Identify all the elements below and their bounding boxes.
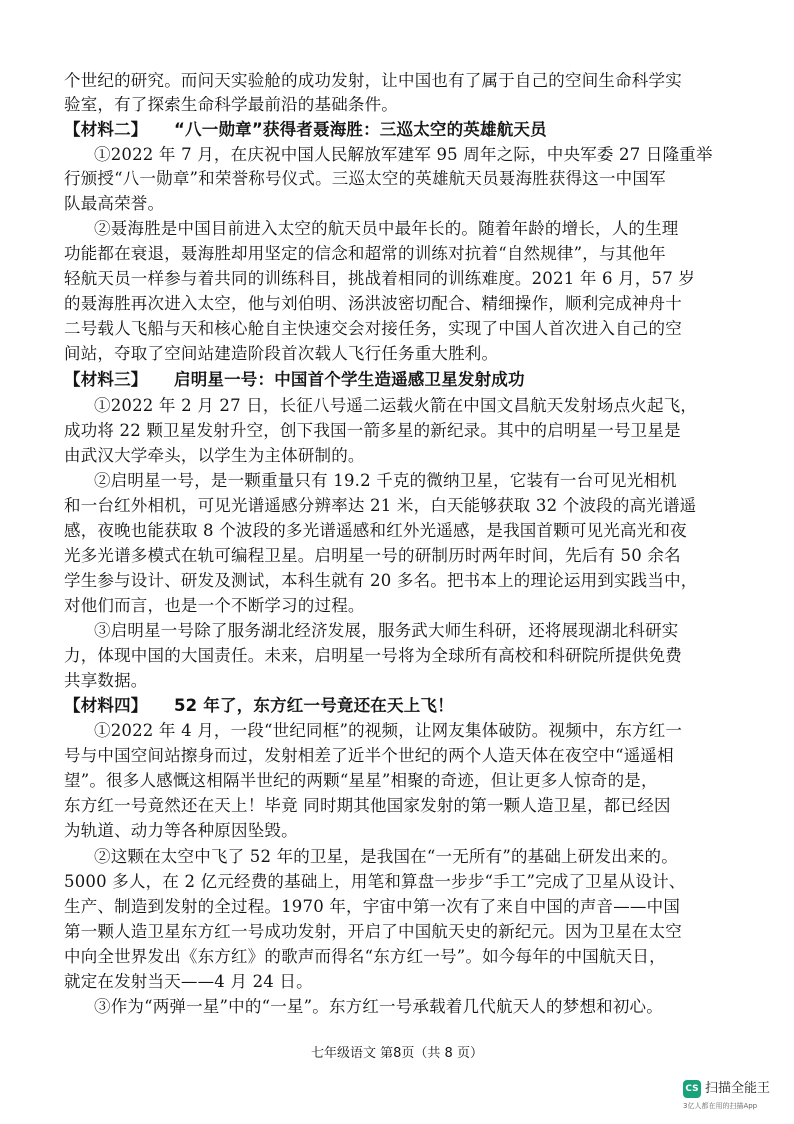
text-line: 成功将 22 颗卫星发射升空，创下我国一箭多星的新纪录。其中的启明星一号卫星是 <box>64 421 681 440</box>
text-line: 由武汉大学牵头，以学生为主体研制的。 <box>64 446 365 465</box>
text-line: 验室，有了探索生命科学最前沿的基础条件。 <box>64 95 398 114</box>
text-line: 行颁授“八一勋章”和荣誉称号仪式。三巡太空的英雄航天员聂海胜获得这一中国军 <box>64 169 666 188</box>
text-line: 就定在发射当天——4 月 24 日。 <box>64 972 313 991</box>
text-line: 功能都在衰退，聂海胜却用坚定的信念和超常的训练对抗着“自然规律”，与其他年 <box>64 244 666 263</box>
text-line: 力，体现中国的大国责任。未来，启明星一号将为全球所有高校和科研院所提供免费 <box>64 646 682 665</box>
section-title: 52 年了，东方红一号竟还在天上飞！ <box>174 696 454 715</box>
camscanner-logo-icon: CS <box>683 1080 701 1098</box>
text-line: 号与中国空间站擦身而过，发射相差了近半个世纪的两个人造天体在夜空中“遥遥相 <box>64 746 674 765</box>
text-line: 二号载人飞船与天和核心舱自主快速交会对接任务，实现了中国人首次进入自己的空 <box>64 319 682 338</box>
text-line: 对他们而言，也是一个不断学习的过程。 <box>64 596 365 615</box>
text-line: 的聂海胜再次进入太空，他与刘伯明、汤洪波密切配合、精细操作，顺利完成神舟十 <box>64 294 682 313</box>
text-line: 感，夜晚也能获取 8 个波段的多光谱遥感和红外光遥感，是我国首颗可见光高光和夜 <box>64 521 687 540</box>
text-line: 生产、制造到发射的全过程。1970 年，宇宙中第一次有了来自中国的声音——中国 <box>64 897 681 916</box>
text-line: ①2022 年 7 月，在庆祝中国人民解放军建军 95 周年之际，中央军委 27 日隆重举 <box>94 145 713 164</box>
section-heading-3 <box>64 369 744 391</box>
text-line: ②这颗在太空中飞了 52 年的卫星，是我国在“一无所有”的基础上研发出来的。 <box>94 847 678 866</box>
section-heading-4 <box>64 695 744 717</box>
page-footer: 七年级语文 第8页（共 8 页） <box>311 1046 483 1061</box>
text-line: 东方红一号竟然还在天上！毕竟 同时期其他国家发射的第一颗人造卫星，都已经因 <box>64 796 671 815</box>
section-tag: 【材料三】 <box>64 370 148 389</box>
text-line: ②聂海胜是中国目前进入太空的航天员中最年长的。随着年龄的增长，人的生理 <box>94 219 679 238</box>
text-line: 学生参与设计、研发及测试，本科生就有 20 多名。把书本上的理论运用到实践当中， <box>64 571 698 590</box>
watermark-slogan: 3亿人都在用的扫描App <box>683 1102 758 1110</box>
text-line: 队最高荣誉。 <box>64 194 165 213</box>
section-tag: 【材料四】 <box>64 696 148 715</box>
text-line: 第一颗人造卫星东方红一号成功发射，开启了中国航天史的新纪元。因为卫星在太空 <box>64 922 682 941</box>
text-line: 个世纪的研究。而问天实验舱的成功发射，让中国也有了属于自己的空间生命科学实 <box>64 71 682 90</box>
section-title: “八一勋章”获得者聂海胜：三巡太空的英雄航天员 <box>174 120 547 139</box>
text-line: 望”。很多人感慨这相隔半世纪的两颗“星星”相聚的奇迹，但让更多人惊奇的是， <box>64 771 658 790</box>
text-line: ①2022 年 2 月 27 日，长征八号遥二运载火箭在中国文昌航天发射场点火起飞， <box>94 396 698 415</box>
text-line: 共享数据。 <box>64 671 148 690</box>
text-line: ③启明星一号除了服务湖北经济发展，服务武大师生科研，还将展现湖北科研实 <box>94 621 679 640</box>
text-line: 5000 多人，在 2 亿元经费的基础上，用笔和算盘一步步“手工”完成了卫星从设计、 <box>64 872 686 891</box>
text-line: 中向全世界发出《东方红》的歌声而得名“东方红一号”。如今每年的中国航天日， <box>64 947 666 966</box>
scanner-watermark <box>683 1080 783 1116</box>
text-line: 轻航天员一样参与着共同的训练科目，挑战着相同的训练难度。2021 年 6 月，57 岁 <box>64 269 696 288</box>
section-heading-2 <box>64 119 744 141</box>
text-line: 和一台红外相机，可见光谱遥感分辨率达 21 米，白天能够获取 32 个波段的高光谱遥 <box>64 496 697 515</box>
watermark-name: 扫描全能王 <box>705 1081 771 1096</box>
text-line: ③作为“两弹一星”中的“一星”。东方红一号承载着几代航天人的梦想和初心。 <box>94 997 663 1016</box>
text-line: ①2022 年 4 月，一段“世纪同框”的视频，让网友集体破防。视频中，东方红一 <box>94 721 683 740</box>
section-title: 启明星一号：中国首个学生造遥感卫星发射成功 <box>174 370 525 389</box>
text-line: 间站，夺取了空间站建造阶段首次载人飞行任务重大胜利。 <box>64 344 499 363</box>
text-line: 光多光谱多模式在轨可编程卫星。启明星一号的研制历时两年时间，先后有 50 余名 <box>64 546 681 565</box>
section-tag: 【材料二】 <box>64 120 148 139</box>
text-line: ②启明星一号，是一颗重量只有 19.2 千克的微纳卫星，它装有一台可见光相机 <box>94 471 677 490</box>
text-line: 为轨道、动力等各种原因坠毁。 <box>64 821 298 840</box>
